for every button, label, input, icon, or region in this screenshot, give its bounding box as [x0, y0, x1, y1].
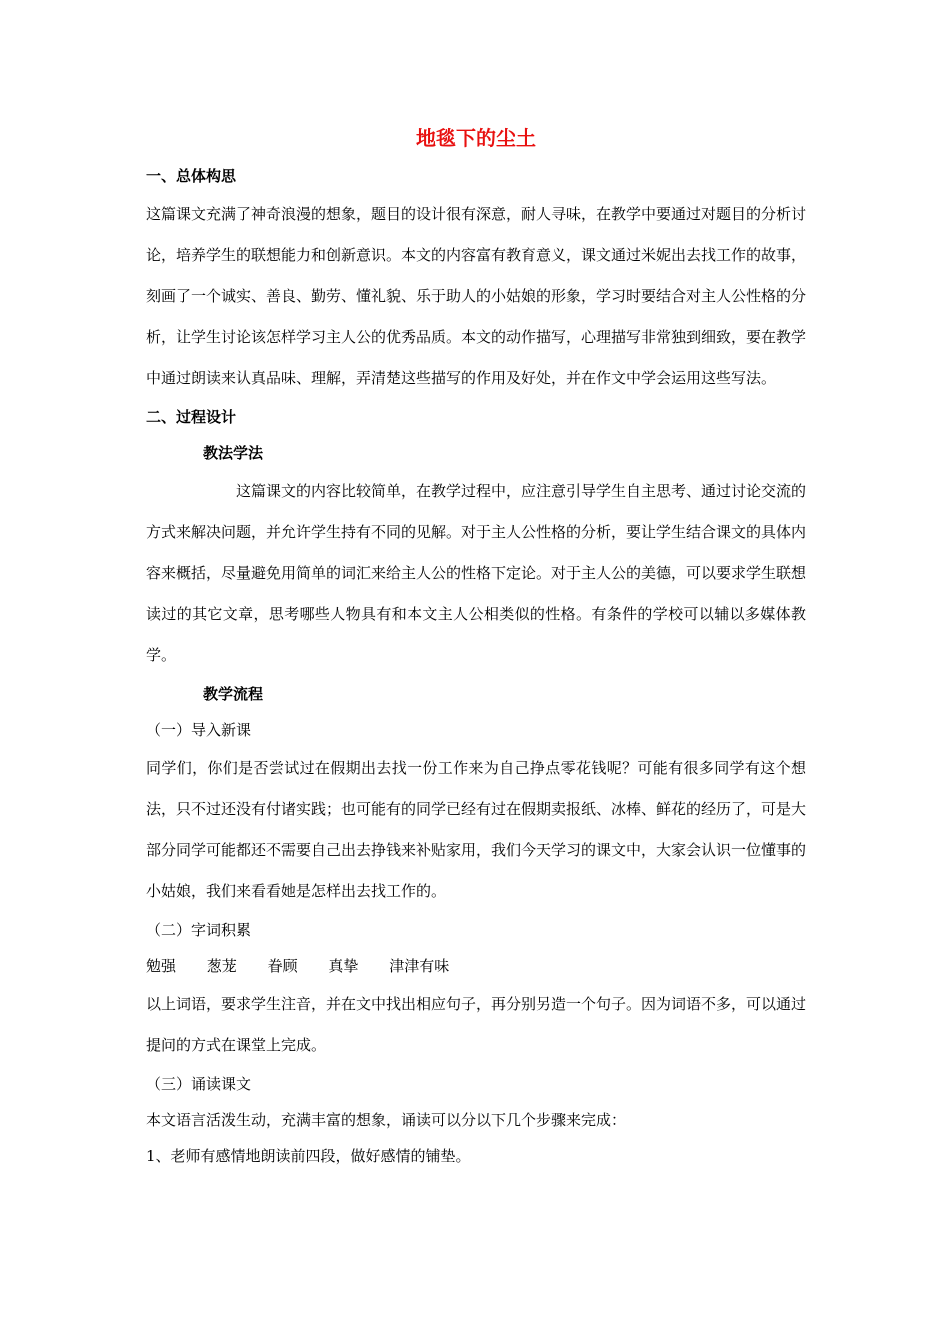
step-heading-reading: （三）诵读课文 [146, 1075, 252, 1093]
document-page [146, 118, 806, 1174]
section-heading-overall: 一、总体构思 [146, 167, 237, 185]
step-heading-vocab: （二）字词积累 [146, 921, 252, 939]
step-heading-intro: （一）导入新课 [146, 721, 252, 739]
vocab-word: 葱茏 [206, 957, 237, 975]
document-title: 地毯下的尘土 [416, 126, 536, 150]
paragraph-reading: 本文语言活泼生动，充满丰富的想象，诵读可以分以下几个步骤来完成： [146, 1111, 627, 1129]
vocab-word: 勉强 [146, 957, 177, 975]
subheading-method: 教法学法 [203, 444, 264, 462]
paragraph-method: 这篇课文的内容比较简单，在教学过程中，应注意引导学生自主思考、通过讨论交流的方式来解决问题，并允许学生持有不同的见解。对于主人公性格的分析，要让学生结合课文的具体内容来概括，尽量避免用简单的词汇来给主人公的性格下定论。对于主人公的美德，可以要求学生联想读过的其它文章，思考哪些人物具有和本文主人公相类似的性格。有条件的学校可以辅以多媒体教学。 [146, 482, 807, 664]
vocab-list [146, 948, 806, 984]
paragraph-overall: 这篇课文充满了神奇浪漫的想象，题目的设计很有深意，耐人寻味，在教学中要通过对题目的分析讨论，培养学生的联想能力和创新意识。本文的内容富有教育意义，课文通过米妮出去找工作的故事，刻画了一个诚实、善良、勤劳、懂礼貌、乐于助人的小姑娘的形象，学习时要结合对主人公性格的分析，让学生讨论该怎样学习主人公的优秀品质。本文的动作描写，心理描写非常独到细致，要在教学中通过朗读来认真品味、理解，弄清楚这些描写的作用及好处，并在作文中学会运用这些写法。 [146, 205, 807, 387]
paragraph-intro: 同学们，你们是否尝试过在假期出去找一份工作来为自己挣点零花钱呢？可能有很多同学有这个想法，只不过还没有付诸实践；也可能有的同学已经有过在假期卖报纸、冰棒、鲜花的经历了，可是大部分同学可能都还不需要自己出去挣钱来补贴家用，我们今天学习的课文中，大家会认识一位懂事的小姑娘，我们来看看她是怎样出去找工作的。 [146, 759, 807, 900]
section-heading-process: 二、过程设计 [146, 408, 237, 426]
reading-step-1: 1、老师有感情地朗读前四段，做好感情的铺垫。 [146, 1147, 471, 1165]
subheading-flow: 教学流程 [203, 685, 264, 703]
vocab-word: 真挚 [328, 957, 359, 975]
vocab-word: 津津有味 [389, 957, 450, 975]
vocab-word: 眷顾 [267, 957, 298, 975]
paragraph-vocab: 以上词语，要求学生注音，并在文中找出相应句子，再分别另造一个句子。因为词语不多，可以通过提问的方式在课堂上完成。 [146, 995, 807, 1054]
